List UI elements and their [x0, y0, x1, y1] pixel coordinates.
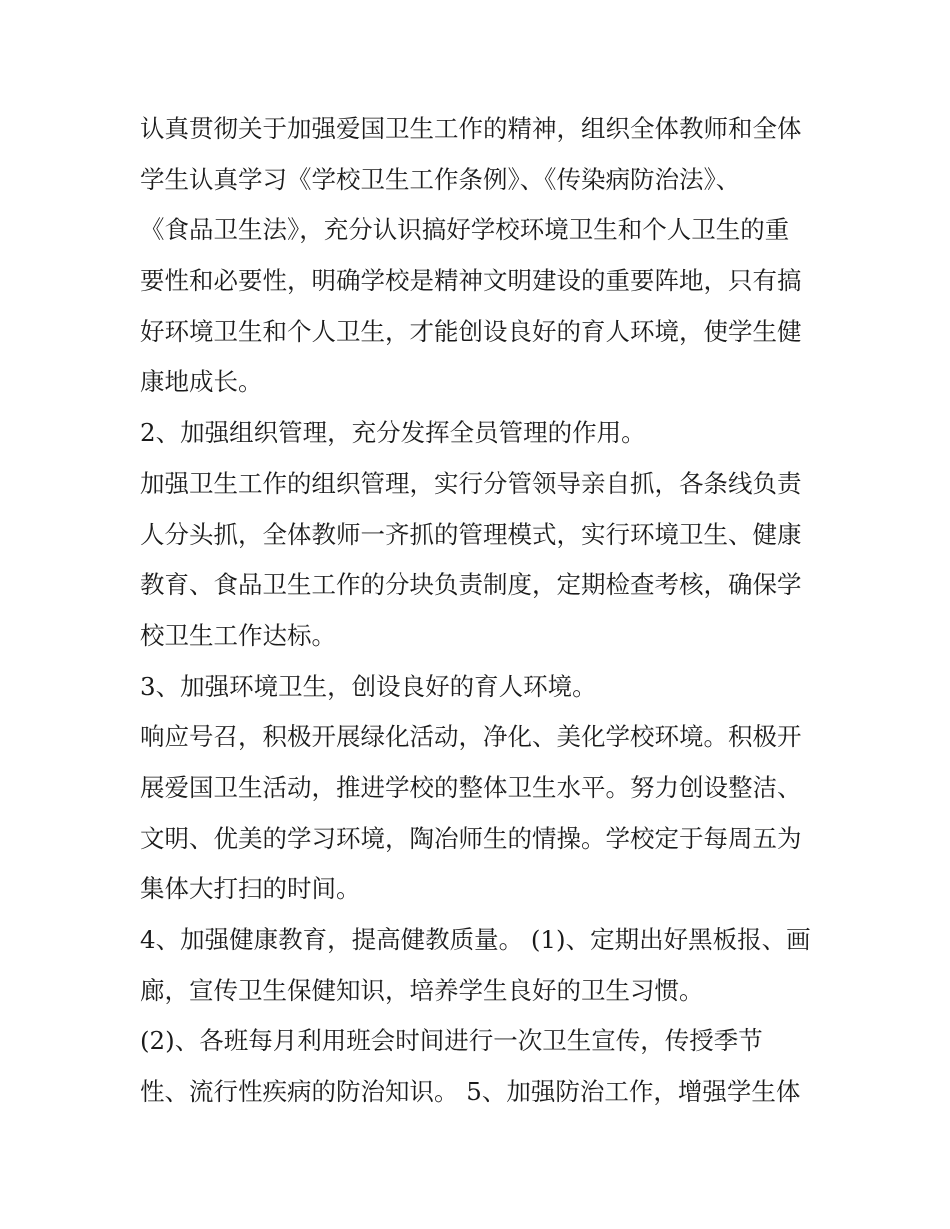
text-line: 文明、优美的学习环境，陶冶师生的情操。学校定于每周五为	[140, 823, 802, 853]
text-line: 加强卫生工作的组织管理，实行分管领导亲自抓，各条线负责	[140, 468, 802, 498]
section-heading: 4、加强健康教育，提高健教质量。 (1)、定期出好黑板报、画	[140, 925, 811, 954]
document-body	[140, 104, 820, 1118]
text-line: (2)、各班每月利用班会时间进行一次卫生宣传，传授季节	[140, 1026, 763, 1056]
text-line: 展爱国卫生活动，推进学校的整体卫生水平。努力创设整洁、	[140, 772, 802, 802]
text-line: 康地成长。	[140, 367, 263, 397]
text-line: 好环境卫生和个人卫生，才能创设良好的育人环境，使学生健	[140, 316, 802, 346]
section-heading: 3、加强环境卫生，创设良好的育人环境。	[140, 671, 597, 701]
section-heading: 2、加强组织管理，充分发挥全员管理的作用。	[140, 418, 646, 448]
text-line: 集体大打扫的时间。	[140, 874, 361, 904]
text-line: 校卫生工作达标。	[140, 620, 336, 650]
text-line: 教育、食品卫生工作的分块负责制度，定期检查考核，确保学	[140, 570, 802, 600]
text-line: 人分头抓，全体教师一齐抓的管理模式，实行环境卫生、健康	[140, 519, 802, 549]
text-line: 廊，宣传卫生保健知识，培养学生良好的卫生习惯。	[140, 975, 704, 1005]
text-line: 学生认真学习《学校卫生工作条例》、《传染病防治法》、	[140, 164, 741, 194]
text-line: 认真贯彻关于加强爱国卫生工作的精神，组织全体教师和全体	[140, 114, 802, 143]
text-line: 要性和必要性，明确学校是精神文明建设的重要阵地，只有搞	[140, 266, 802, 296]
text-line: 性、流行性疾病的防治知识。 5、加强防治工作，增强学生体	[140, 1077, 801, 1107]
text-line: 响应号召，积极开展绿化活动，净化、美化学校环境。积极开	[140, 722, 802, 752]
text-line: 《食品卫生法》，充分认识搞好学校环境卫生和个人卫生的重	[140, 215, 790, 245]
